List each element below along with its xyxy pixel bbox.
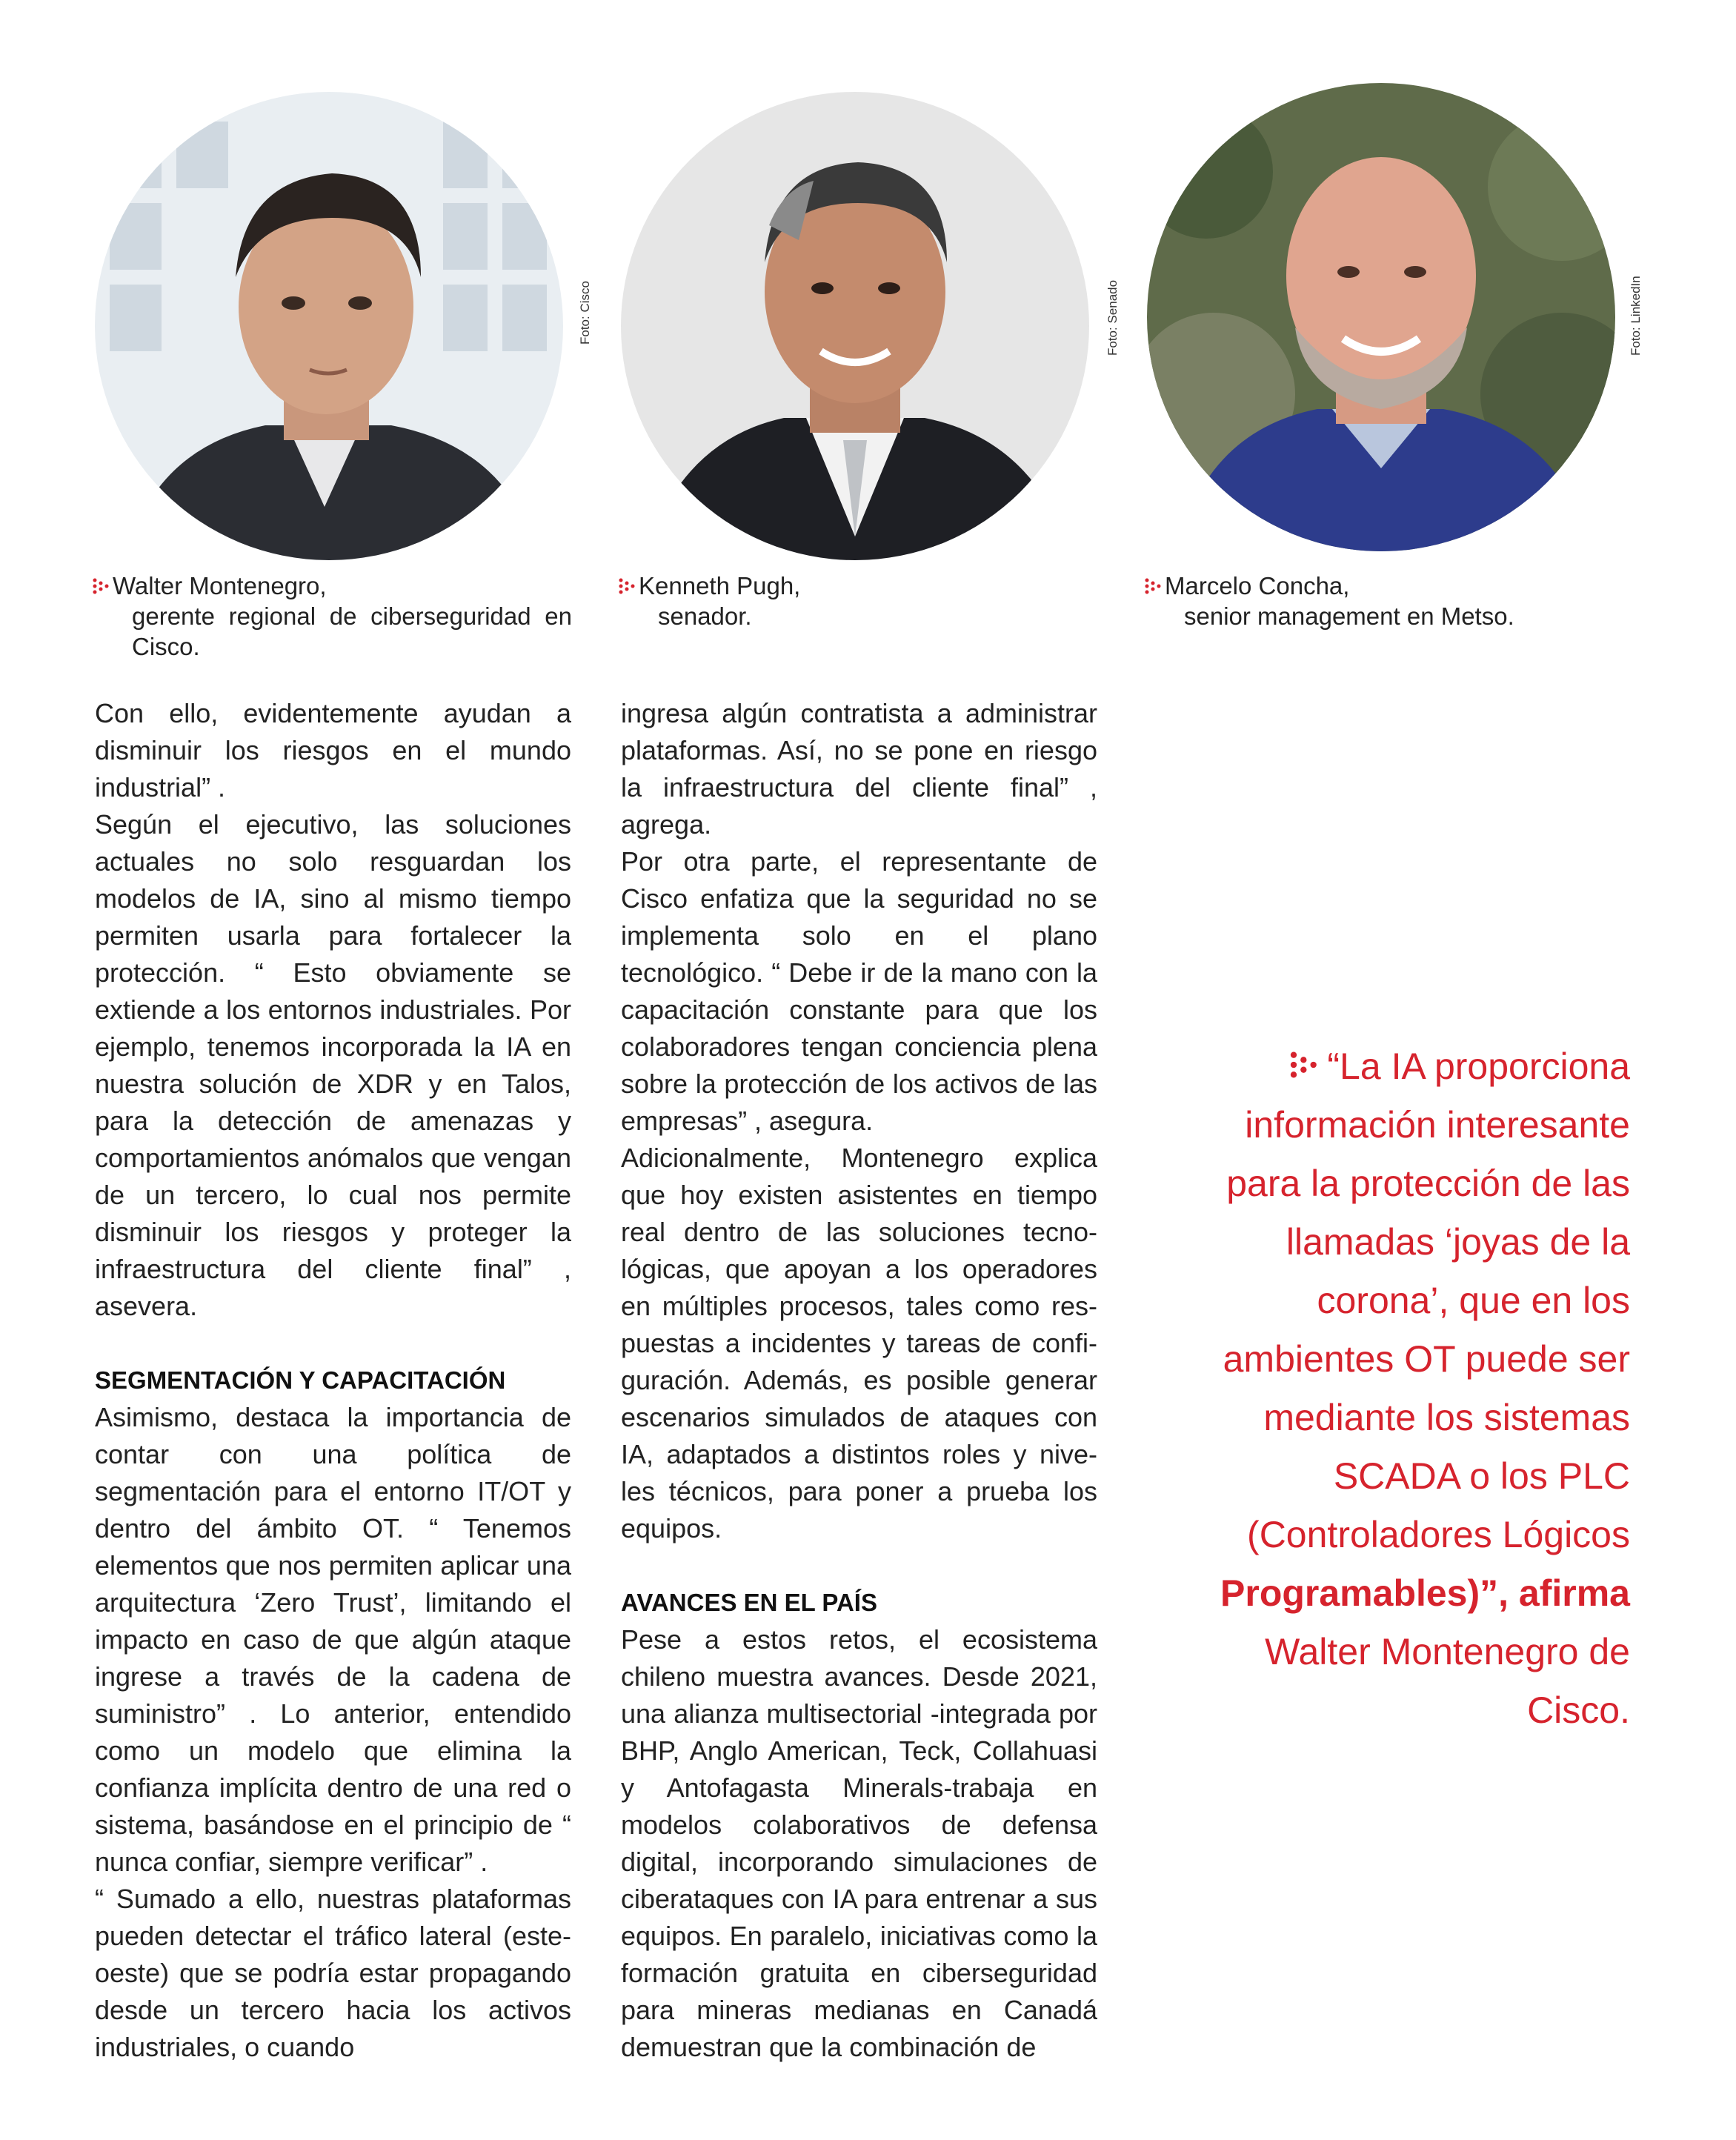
caption-kenneth [639,571,1098,631]
section-heading-avances: AVANCES EN EL PAÍS [621,1589,877,1616]
dots-bullet-icon [1290,1051,1320,1079]
portrait-walter-montenegro [95,92,563,560]
dots-bullet-icon [619,578,636,594]
paragraph: ingresa algún contratista a administrar plataformas. Así, no se pone en riesgo la infraestructura del cliente final” , agrega. [621,698,1097,840]
article-column-1 [95,695,571,2066]
caption-marcelo [1165,571,1654,631]
photo-credit-linkedin: Foto: LinkedIn [1629,276,1643,356]
paragraph: Con ello, evidentemente ayudan a disminuir los riesgos en el mundo industrial” . [95,698,571,802]
pull-quote-text: “La IA proporciona información interesante para la protección de las llamadas ‘joyas de la corona’, que en los ambientes OT puede ser mediante los sistemas SCADA o los PLC (Controladores Lógicos [1223,1046,1630,1555]
caption-role: senador. [658,602,752,630]
dots-bullet-icon [93,578,110,594]
portrait-walter-image [95,92,563,560]
portrait-marcelo-image [1147,83,1615,551]
pull-quote-attribution: Walter Montenegro de Cisco. [1265,1631,1630,1731]
paragraph: Según el ejecutivo, las soluciones actuales no solo resguardan los modelos de IA, sino al mismo tiempo permiten usarla para fortalecer la protección. “ Esto obviamente se extiende a los entornos industriales. Por ejemplo, tenemos incorporada la IA en nuestra solución de XDR y en Talos, para la detección de amenazas y comportamientos anómalos que vengan de un tercero, lo cual nos permite disminuir los riesgos y proteger la infraestructura del cliente final” , asevera. [95,809,571,1321]
paragraph: Pese a estos retos, el ecosistema chileno muestra avances. Desde 2021, una alianza multisectorial -integrada por BHP, Anglo American, Teck, Collahuasi y Antofagasta Minerals-trabaja en modelos colaborativos de defensa digital, incorporando simulaciones de ciberataques con IA para entrenar a sus equipos. En paralelo, iniciativas como la formación gratuita en ciberseguridad para mineras medianas en Canadá demuestran que la combinación de [621,1624,1097,2062]
paragraph: Adicionalmente, Montenegro explica que hoy existen asistentes en tiempo real dentro de las soluciones tecno-lógicas, que apoyan a los operadores en múltiples procesos, tales como res-puestas a incidentes y tareas de confi-guración. Además, es posible generar escenarios simulados de ataques con IA, adaptados a distintos roles y nive-les técnicos, para poner a prueba los equipos. [621,1143,1097,1543]
portrait-kenneth-image [621,92,1089,560]
caption-name: Marcelo Concha, [1165,572,1350,599]
photo-credit-senado: Foto: Senado [1105,279,1120,356]
caption-name: Kenneth Pugh, [639,572,801,599]
portrait-kenneth-pugh [621,92,1089,560]
photo-credit-cisco: Foto: Cisco [578,281,592,345]
paragraph: Por otra parte, el representante de Cisco enfatiza que la seguridad no se implementa solo en el plano tecnológico. “ Debe ir de la mano con la capacitación constante para que los colaboradores tengan conciencia plena sobre la protección de los activos de las empresas” , asegura. [621,846,1097,1136]
pull-quote [1178,1037,1630,1740]
paragraph: Asimismo, destaca la importancia de contar con una política de segmentación para el entorno IT/OT y dentro del ámbito OT. “ Tenemos elementos que nos permiten aplicar una arquitectura ‘Zero Trust’, limitando el impacto en caso de que algún ataque ingrese a través de la cadena de suministro” . Lo anterior, entendido como un modelo que elimina la confianza implícita dentro de una red o sistema, basándose en el principio de “ nunca confiar, siempre verificar” . [95,1402,571,1877]
caption-role: gerente regional de ciberseguridad en Cisco. [132,602,572,660]
section-heading-segmentacion: SEGMENTACIÓN Y CAPACITACIÓN [95,1366,506,1394]
pull-quote-bold: Programables)”, afirma [1220,1572,1630,1614]
portrait-marcelo-concha [1147,83,1615,551]
dots-bullet-icon [1145,578,1163,594]
caption-name: Walter Montenegro, [113,572,327,599]
paragraph: “ Sumado a ello, nuestras plataformas pueden detectar el tráfico lateral (este-oeste) que se podría estar propagando desde un tercero hacia los activos industriales, o cuando [95,1884,571,2062]
article-column-2 [621,695,1097,2066]
caption-role: senior management en Metso. [1184,602,1514,630]
caption-walter [113,571,572,662]
